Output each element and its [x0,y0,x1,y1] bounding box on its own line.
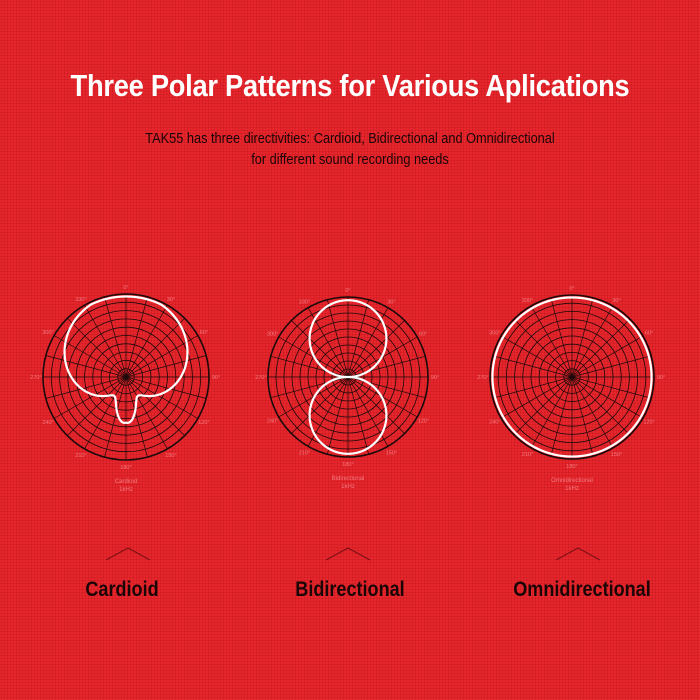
grid-spoke [531,377,572,448]
grid-spoke [126,377,168,449]
degree-label: 270° [477,375,489,381]
diagram-caption-freq: 1kHz [565,486,579,492]
degree-label: 120° [198,420,210,426]
degree-label: 330° [75,297,87,304]
chevron-omnidirectional [556,548,600,560]
grid-spoke [348,377,388,446]
grid-spoke [126,377,147,457]
subtitle-line-2: for different sound recording needs [251,151,449,168]
degree-label: 60° [419,331,428,338]
grid-spoke [572,377,613,448]
degree-label: 60° [199,330,209,336]
grid-spoke [348,356,425,377]
grid-spoke [572,377,651,398]
degree-label: 240° [42,420,54,426]
degree-label: 120° [643,419,655,426]
degree-label: 210° [521,452,534,459]
grid-spoke [271,377,348,398]
degree-label: 30° [387,299,396,306]
grid-spoke [501,377,572,418]
grid-spoke [85,377,127,449]
label-omnidirectional: Omnidirectional [513,578,651,601]
grid-spoke [572,377,643,418]
grid-spoke [572,336,643,377]
degree-label: 240° [266,418,279,425]
degree-label: 60° [644,330,654,337]
degree-label: 240° [489,419,501,426]
grid-spoke [531,306,572,377]
degree-label: 270° [255,375,267,381]
grid-spoke [105,297,126,377]
degree-label: 0° [123,285,129,291]
degree-label: 330° [298,299,311,306]
degree-label: 120° [417,418,430,425]
grid-spoke [348,300,369,377]
degree-label: 210° [75,452,87,459]
degree-label: 150° [165,452,177,459]
degree-label: 300° [42,330,54,336]
degree-label: 30° [166,297,176,304]
degree-label: 90° [211,375,221,381]
chevron-cardioid [106,548,150,560]
label-bidirectional: Bidirectional [295,578,405,601]
grid-spoke [501,336,572,377]
degree-label: 270° [30,375,42,381]
grid-spoke [572,306,613,377]
degree-label: 210° [298,450,311,457]
grid-spoke [126,297,147,377]
degree-label: 90° [430,375,440,381]
label-cardioid: Cardioid [85,578,159,601]
diagram-caption: Bidirectional [331,476,365,482]
degree-label: 180° [120,465,132,471]
polar-chart-cardioid [30,285,220,493]
grid-spoke [327,300,348,377]
grid-spoke [85,305,127,377]
grid-spoke [572,298,593,377]
grid-spoke [271,356,348,377]
degree-label: 180° [342,462,354,468]
grid-spoke [46,356,126,377]
degree-label: 300° [489,330,501,337]
grid-spoke [572,377,593,456]
grid-spoke [551,298,572,377]
grid-spoke [348,377,425,398]
grid-spoke [572,356,651,377]
chevron-bidirectional [326,548,370,560]
grid-spoke [126,305,168,377]
degree-label: 300° [266,331,279,338]
subtitle-line-1: TAK55 has three directivities: Cardioid, Bidirectional and Omnidirectional [145,130,555,147]
degree-label: 150° [385,450,398,457]
grid-spoke [493,356,572,377]
grid-spoke [348,308,388,377]
degree-label: 180° [566,464,578,470]
grid-spoke [327,377,348,454]
degree-label: 150° [610,452,623,459]
polar-chart-omnidirectional [477,286,665,492]
degree-label: 0° [569,286,575,292]
diagram-caption-freq: 1kHz [341,484,355,490]
degree-label: 0° [345,288,351,294]
diagram-caption-freq: 1kHz [119,487,133,493]
grid-spoke [493,377,572,398]
degree-label: 30° [612,297,621,304]
grid-spoke [105,377,126,457]
degree-label: 330° [521,297,534,304]
polar-chart-bidirectional [255,288,439,490]
page-title: Three Polar Patterns for Various Aplications [70,68,630,103]
grid-spoke [348,377,369,454]
diagram-caption: Cardioid [114,479,138,485]
degree-label: 90° [656,375,666,381]
grid-spoke [126,356,206,377]
grid-spoke [308,377,348,446]
grid-spoke [551,377,572,456]
diagram-caption: Omnidirectional [551,478,593,484]
grid-spoke [308,308,348,377]
